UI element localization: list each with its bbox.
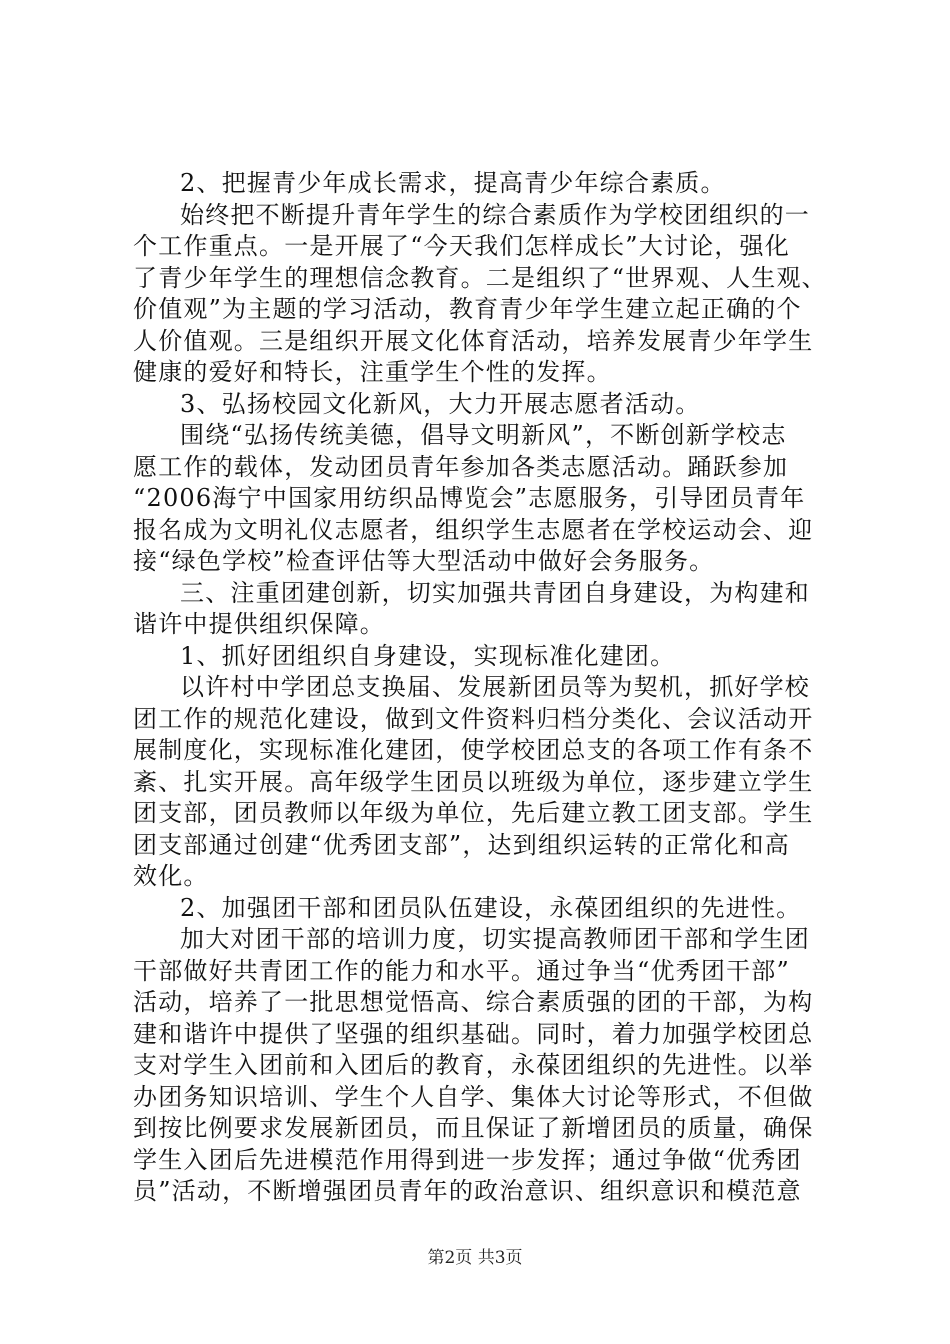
paragraph-line: 了青少年学生的理想信念教育。二是组织了“世界观、人生观、 [133, 263, 827, 292]
paragraph-line: 愿工作的载体，发动团员青年参加各类志愿活动。踊跃参加 [133, 452, 789, 481]
paragraph-line: 报名成为文明礼仪志愿者，组织学生志愿者在学校运动会、迎 [133, 515, 814, 544]
paragraph-line: 团支部通过创建“优秀团支部”，达到组织运转的正常化和高 [133, 830, 790, 859]
paragraph-line: 团支部，团员教师以年级为单位，先后建立教工团支部。学生 [133, 799, 814, 827]
paragraph-line: 始终把不断提升青年学生的综合素质作为学校团组织的一 [180, 200, 810, 229]
paragraph-line: 接“绿色学校”检查评估等大型活动中做好会务服务。 [133, 547, 715, 575]
paragraph-line: 价值观”为主题的学习活动，教育青少年学生建立起正确的个 [133, 295, 802, 323]
paragraph-line: 围绕“弘扬传统美德，倡导文明新风”，不断创新学校志 [180, 421, 787, 449]
paragraph-line: 健康的爱好和特长，注重学生个性的发挥。 [133, 358, 612, 386]
paragraph-line: 活动，培养了一批思想觉悟高、综合素质强的团的干部，为构 [133, 988, 814, 1016]
paragraph-line: 展制度化，实现标准化建团，使学校团总支的各项工作有条不 [133, 736, 814, 764]
paragraph-line: 加大对团干部的培训力度，切实提高教师团干部和学生团 [180, 925, 810, 953]
heading-2-growth: 2、把握青少年成长需求，提高青少年综合素质。 [180, 169, 726, 197]
paragraph-line: 团工作的规范化建设，做到文件资料归档分类化、会议活动开 [133, 704, 814, 733]
paragraph-line: 个工作重点。一是开展了“今天我们怎样成长”大讨论，强化 [133, 232, 790, 260]
section-heading-3: 三、注重团建创新，切实加强共青团自身建设，为构建和 [180, 578, 810, 607]
paragraph-line: 办团务知识培训、学生个人自学、集体大讨论等形式，不但做 [133, 1082, 814, 1111]
paragraph-line: 效化。 [133, 862, 209, 890]
paragraph-line: 学生入团后先进模范作用得到进一步发挥；通过争做“优秀团 [133, 1145, 802, 1174]
heading-3-volunteer: 3、弘扬校园文化新风，大力开展志愿者活动。 [180, 389, 701, 418]
section-heading-3-cont: 谐许中提供组织保障。 [133, 610, 385, 638]
paragraph-line: 支对学生入团前和入团后的教育，永葆团组织的先进性。以举 [133, 1051, 814, 1079]
paragraph-line: 员”活动，不断增强团员青年的政治意识、组织意识和模范意 [133, 1177, 802, 1205]
paragraph-line: 建和谐许中提供了坚强的组织基础。同时，着力加强学校团总 [133, 1019, 814, 1048]
paragraph-line: 干部做好共青团工作的能力和水平。通过争当“优秀团干部” [133, 956, 790, 985]
paragraph-line: 以许村中学团总支换届、发展新团员等为契机，抓好学校 [180, 673, 810, 701]
paragraph-line: 到按比例要求发展新团员，而且保证了新增团员的质量，确保 [133, 1114, 814, 1142]
page-footer: 第2页 共3页 [427, 1248, 523, 1268]
paragraph-line: “2006海宁中国家用纺织品博览会”志愿服务，引导团员青年 [133, 484, 806, 512]
heading-1-standardization: 1、抓好团组织自身建设，实现标准化建团。 [180, 641, 676, 670]
paragraph-line: 人价值观。三是组织开展文化体育活动，培养发展青少年学生 [133, 326, 814, 355]
paragraph-line: 紊、扎实开展。高年级学生团员以班级为单位，逐步建立学生 [133, 767, 814, 796]
heading-2-cadre: 2、加强团干部和团员队伍建设，永葆团组织的先进性。 [180, 893, 802, 922]
